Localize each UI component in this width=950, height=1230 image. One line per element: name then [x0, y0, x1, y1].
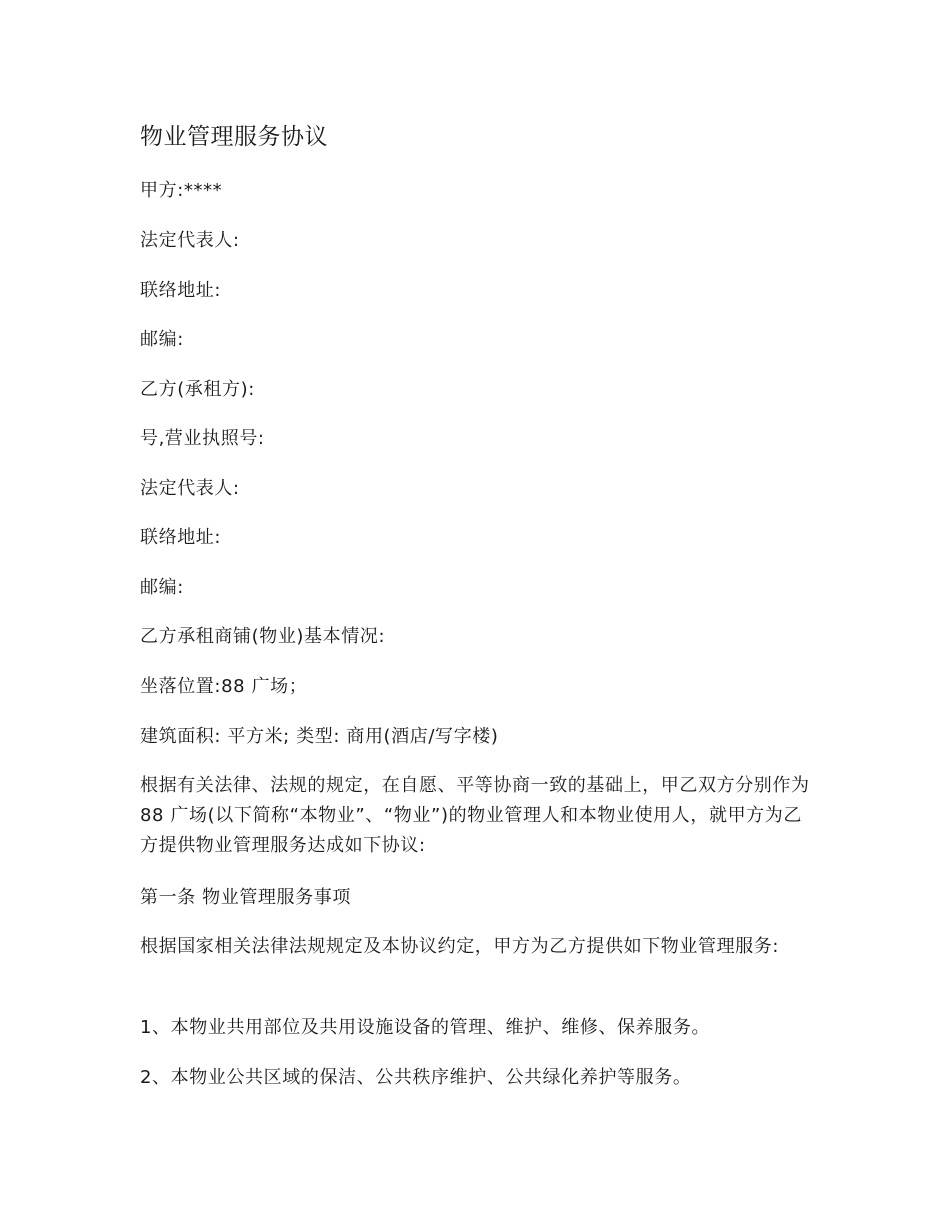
party-a-representative: 法定代表人: [140, 230, 240, 251]
article-1-item-2: 2、本物业公共区域的保洁、公共秩序维护、公共绿化养护等服务。 [140, 1067, 692, 1088]
property-location: 坐落位置:88 广场； [140, 676, 308, 697]
article-1-intro: 根据国家相关法律法规规定及本协议约定，甲方为乙方提供如下物业管理服务: [140, 936, 780, 957]
party-b-license: 号,营业执照号: [140, 428, 265, 449]
property-area: 建筑面积: 平方米; 类型: 商用(酒店/写字楼) [140, 726, 499, 747]
party-b-address: 联络地址: [140, 527, 222, 548]
article-1-item-1: 1、本物业共用部位及共用设施设备的管理、维护、维修、保养服务。 [140, 1017, 711, 1038]
party-a-address: 联络地址: [140, 280, 222, 301]
party-b-line: 乙方(承租方): [140, 379, 255, 400]
article-1-title: 第一条 物业管理服务事项 [140, 887, 351, 908]
party-b-representative: 法定代表人: [140, 478, 240, 499]
party-a-line: 甲方:**** [140, 180, 223, 201]
property-heading: 乙方承租商铺(物业)基本情况: [140, 626, 386, 647]
party-b-postcode: 邮编: [140, 577, 184, 598]
document-title: 物业管理服务协议 [140, 124, 328, 150]
preamble-paragraph: 根据有关法律、法规的规定，在自愿、平等协商一致的基础上，甲乙双方分别作为 88 广场(以下简称“本物业”、“物业”)的物业管理人和本物业使用人，就甲方为乙方提供物业管理服务达成如下协议: [140, 775, 810, 856]
party-a-postcode: 邮编: [140, 329, 184, 350]
